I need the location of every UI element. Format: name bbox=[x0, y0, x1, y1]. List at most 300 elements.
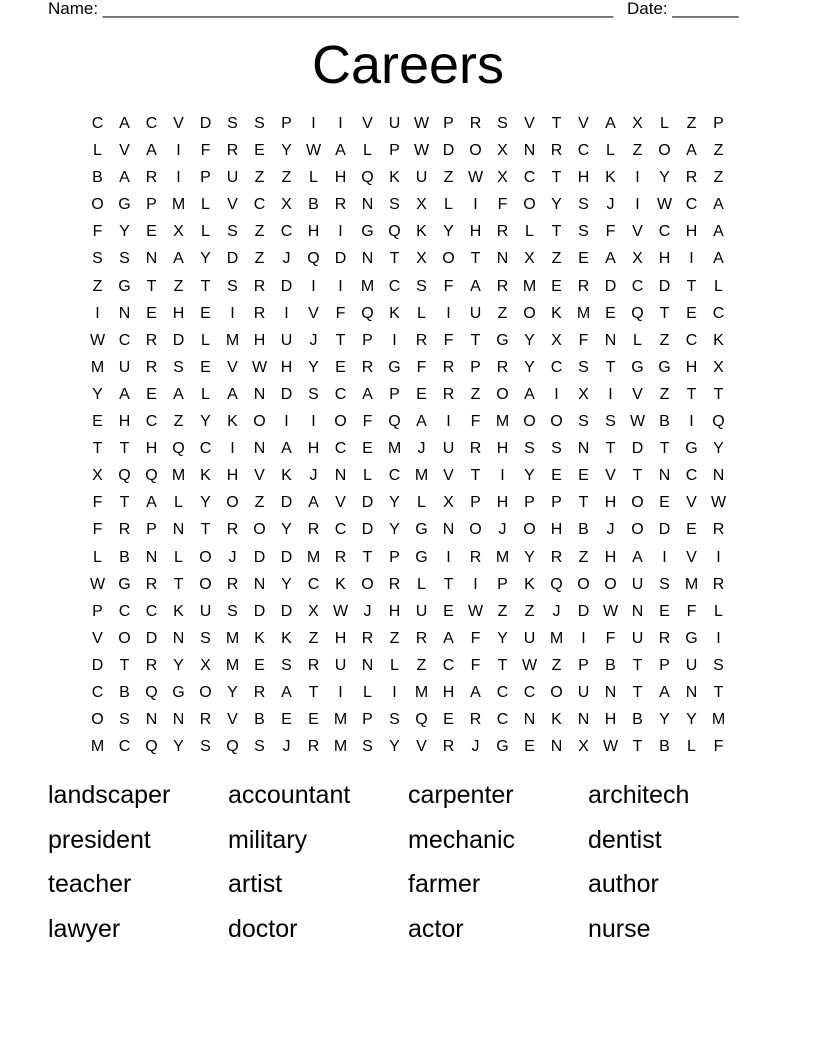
grid-letter: X bbox=[308, 602, 319, 620]
grid-letter: R bbox=[307, 738, 320, 756]
grid-letter: A bbox=[119, 385, 130, 403]
grid-letter: E bbox=[551, 467, 562, 485]
grid-letter: B bbox=[92, 169, 103, 187]
grid-letter: I bbox=[338, 223, 343, 241]
grid-letter: Y bbox=[173, 656, 184, 674]
grid-letter: I bbox=[230, 304, 235, 322]
grid-letter: K bbox=[551, 304, 562, 322]
grid-letter: V bbox=[362, 115, 373, 132]
grid-letter: Z bbox=[659, 331, 670, 349]
grid-letter: Y bbox=[524, 548, 535, 566]
grid-letter: I bbox=[176, 142, 181, 160]
grid-letter: M bbox=[414, 467, 429, 485]
grid-letter: O bbox=[550, 413, 563, 431]
grid-letter: M bbox=[333, 711, 348, 729]
grid-letter: V bbox=[605, 467, 616, 485]
grid-letter: S bbox=[416, 277, 427, 295]
grid-letter: I bbox=[311, 115, 316, 132]
grid-letter: E bbox=[146, 223, 157, 241]
grid-letter: G bbox=[658, 358, 671, 376]
grid-letter: X bbox=[200, 656, 211, 674]
grid-letter: A bbox=[227, 385, 238, 403]
grid-letter: F bbox=[578, 331, 589, 349]
grid-letter: G bbox=[685, 440, 698, 458]
grid-letter: Z bbox=[470, 385, 481, 403]
grid-letter: V bbox=[227, 358, 238, 376]
grid-letter: Q bbox=[172, 440, 185, 458]
grid-letter: D bbox=[280, 602, 293, 620]
grid-letter: A bbox=[281, 683, 292, 701]
grid-letter: F bbox=[605, 223, 616, 241]
grid-letter: N bbox=[523, 142, 536, 160]
grid-letter: E bbox=[416, 385, 427, 403]
grid-letter: K bbox=[227, 413, 238, 431]
grid-letter: Y bbox=[308, 358, 319, 376]
grid-letter: E bbox=[443, 711, 454, 729]
grid-letter: N bbox=[361, 250, 374, 268]
word-list-item: architech bbox=[588, 781, 690, 809]
grid-letter: N bbox=[523, 711, 536, 729]
grid-letter: P bbox=[443, 115, 454, 132]
grid-letter: Z bbox=[713, 169, 724, 187]
grid-letter: M bbox=[225, 629, 240, 647]
word-list-item: author bbox=[588, 870, 659, 898]
grid-letter: V bbox=[686, 548, 697, 566]
grid-letter: Q bbox=[145, 467, 158, 485]
grid-letter: H bbox=[469, 223, 482, 241]
grid-letter: B bbox=[254, 711, 265, 729]
grid-letter: T bbox=[443, 575, 454, 593]
grid-letter: C bbox=[685, 196, 698, 214]
grid-letter: D bbox=[658, 277, 671, 295]
grid-letter: M bbox=[387, 440, 402, 458]
grid-letter: R bbox=[712, 575, 725, 593]
grid-letter: S bbox=[578, 413, 589, 431]
grid-letter: M bbox=[171, 196, 186, 214]
grid-letter: Y bbox=[200, 494, 211, 512]
grid-letter: Q bbox=[388, 223, 401, 241]
word-list-item: carpenter bbox=[408, 781, 514, 809]
grid-letter: F bbox=[92, 494, 103, 512]
grid-letter: H bbox=[280, 358, 293, 376]
grid-letter: K bbox=[200, 467, 211, 485]
grid-letter: V bbox=[227, 196, 238, 214]
grid-letter: Y bbox=[389, 738, 400, 756]
grid-letter: L bbox=[525, 223, 534, 241]
grid-letter: F bbox=[470, 413, 481, 431]
grid-letter: H bbox=[685, 223, 698, 241]
grid-letter: H bbox=[442, 683, 455, 701]
grid-letter: H bbox=[496, 440, 509, 458]
grid-letter: I bbox=[662, 548, 667, 566]
grid-letter: O bbox=[442, 250, 455, 268]
grid-letter: X bbox=[551, 331, 562, 349]
grid-letter: N bbox=[631, 602, 644, 620]
grid-letter: R bbox=[253, 277, 266, 295]
grid-letter: I bbox=[95, 304, 100, 322]
grid-letter: S bbox=[200, 629, 211, 647]
grid-letter: D bbox=[280, 494, 293, 512]
grid-letter: Q bbox=[145, 683, 158, 701]
grid-letter: E bbox=[146, 304, 157, 322]
grid-letter: B bbox=[659, 413, 670, 431]
grid-letter: E bbox=[200, 358, 211, 376]
grid-letter: T bbox=[632, 656, 643, 674]
grid-letter: H bbox=[145, 440, 158, 458]
grid-letter: R bbox=[658, 629, 671, 647]
grid-letter: A bbox=[713, 223, 724, 241]
word-list-item: actor bbox=[408, 914, 464, 943]
grid-letter: P bbox=[92, 602, 103, 620]
grid-letter: R bbox=[442, 385, 455, 403]
grid-letter: C bbox=[577, 142, 590, 160]
grid-letter: I bbox=[581, 629, 586, 647]
grid-letter: E bbox=[308, 711, 319, 729]
grid-letter: R bbox=[226, 142, 239, 160]
grid-letter: S bbox=[254, 738, 265, 756]
grid-letter: P bbox=[281, 115, 292, 132]
grid-letter: C bbox=[334, 385, 347, 403]
grid-letter: F bbox=[92, 521, 103, 539]
grid-letter: C bbox=[388, 467, 401, 485]
grid-letter: R bbox=[226, 575, 239, 593]
grid-letter: Z bbox=[173, 277, 184, 295]
grid-letter: Z bbox=[713, 142, 724, 160]
grid-letter: G bbox=[685, 629, 698, 647]
grid-letter: Z bbox=[578, 548, 589, 566]
grid-letter: Z bbox=[389, 629, 400, 647]
grid-letter: X bbox=[497, 169, 508, 187]
grid-letter: P bbox=[200, 169, 211, 187]
grid-letter: F bbox=[470, 629, 481, 647]
grid-letter: P bbox=[713, 115, 724, 132]
grid-letter: G bbox=[496, 738, 509, 756]
grid-letter: W bbox=[413, 142, 430, 160]
grid-letter: K bbox=[335, 575, 346, 593]
grid-letter: H bbox=[172, 304, 185, 322]
grid-letter: S bbox=[497, 115, 508, 132]
grid-letter: F bbox=[470, 656, 481, 674]
grid-letter: W bbox=[602, 738, 619, 756]
grid-letter: C bbox=[523, 683, 536, 701]
grid-letter: L bbox=[201, 223, 210, 241]
grid-letter: Z bbox=[659, 385, 670, 403]
grid-letter: Q bbox=[118, 467, 131, 485]
grid-letter: D bbox=[280, 385, 293, 403]
grid-letter: A bbox=[470, 683, 481, 701]
grid-letter: T bbox=[686, 277, 697, 295]
grid-letter: R bbox=[496, 223, 509, 241]
grid-letter: P bbox=[659, 656, 670, 674]
grid-letter: U bbox=[523, 629, 536, 647]
grid-letter: Q bbox=[307, 250, 320, 268]
word-list-item: military bbox=[228, 825, 308, 854]
grid-letter: S bbox=[524, 440, 535, 458]
grid-letter: T bbox=[470, 467, 481, 485]
grid-letter: F bbox=[605, 629, 616, 647]
grid-letter: N bbox=[658, 467, 671, 485]
grid-letter: A bbox=[524, 385, 535, 403]
grid-letter: U bbox=[631, 629, 644, 647]
grid-letter: U bbox=[577, 683, 590, 701]
grid-letter: H bbox=[253, 331, 266, 349]
grid-letter: Y bbox=[497, 629, 508, 647]
grid-letter: D bbox=[226, 250, 239, 268]
word-list-item: teacher bbox=[48, 870, 132, 898]
grid-letter: P bbox=[362, 331, 373, 349]
grid-letter: K bbox=[281, 467, 292, 485]
grid-letter: F bbox=[416, 358, 427, 376]
grid-letter: H bbox=[658, 250, 671, 268]
grid-letter: G bbox=[631, 358, 644, 376]
grid-letter: C bbox=[118, 738, 131, 756]
grid-letter: N bbox=[442, 521, 455, 539]
grid-letter: T bbox=[200, 521, 211, 539]
grid-letter: M bbox=[225, 656, 240, 674]
grid-letter: N bbox=[172, 711, 185, 729]
grid-letter: G bbox=[388, 358, 401, 376]
grid-letter: J bbox=[606, 521, 615, 539]
grid-letter: M bbox=[90, 358, 105, 376]
grid-letter: A bbox=[119, 115, 130, 132]
grid-letter: S bbox=[173, 358, 184, 376]
grid-letter: C bbox=[442, 656, 455, 674]
grid-letter: W bbox=[602, 602, 619, 620]
grid-letter: A bbox=[632, 548, 643, 566]
grid-letter: B bbox=[605, 656, 616, 674]
grid-letter: C bbox=[658, 223, 671, 241]
grid-letter: R bbox=[226, 521, 239, 539]
grid-letter: S bbox=[281, 656, 292, 674]
grid-letter: I bbox=[635, 196, 640, 214]
grid-letter: X bbox=[632, 115, 643, 132]
grid-letter: T bbox=[578, 494, 589, 512]
grid-letter: R bbox=[334, 548, 347, 566]
grid-letter: R bbox=[118, 521, 131, 539]
grid-letter: R bbox=[388, 575, 401, 593]
grid-letter: P bbox=[578, 656, 589, 674]
grid-letter: A bbox=[605, 250, 616, 268]
grid-letter: Y bbox=[200, 250, 211, 268]
grid-letter: M bbox=[495, 413, 510, 431]
grid-letter: W bbox=[656, 196, 673, 214]
grid-letter: H bbox=[604, 494, 617, 512]
grid-letter: X bbox=[416, 196, 427, 214]
grid-letter: T bbox=[713, 385, 724, 403]
grid-letter: F bbox=[713, 738, 724, 756]
grid-letter: P bbox=[551, 494, 562, 512]
grid-letter: L bbox=[444, 196, 453, 214]
grid-letter: Z bbox=[308, 629, 319, 647]
grid-letter: D bbox=[361, 494, 374, 512]
grid-letter: M bbox=[549, 629, 564, 647]
grid-letter: X bbox=[713, 358, 724, 376]
grid-letter: T bbox=[119, 440, 130, 458]
grid-letter: E bbox=[281, 711, 292, 729]
grid-letter: C bbox=[334, 521, 347, 539]
grid-letter: N bbox=[685, 683, 698, 701]
grid-letter: G bbox=[415, 521, 428, 539]
grid-letter: R bbox=[145, 575, 158, 593]
grid-letter: G bbox=[172, 683, 185, 701]
grid-letter: O bbox=[523, 304, 536, 322]
grid-letter: I bbox=[311, 277, 316, 295]
grid-letter: S bbox=[389, 711, 400, 729]
grid-letter: S bbox=[119, 711, 130, 729]
grid-letter: Q bbox=[415, 711, 428, 729]
grid-letter: U bbox=[415, 602, 428, 620]
grid-letter: R bbox=[199, 711, 212, 729]
grid-letter: V bbox=[578, 115, 589, 132]
grid-letter: Z bbox=[173, 413, 184, 431]
grid-letter: M bbox=[225, 331, 240, 349]
grid-letter: V bbox=[632, 385, 643, 403]
grid-letter: S bbox=[227, 223, 238, 241]
grid-letter: X bbox=[173, 223, 184, 241]
grid-letter: E bbox=[578, 250, 589, 268]
grid-letter: T bbox=[119, 494, 130, 512]
grid-letter: V bbox=[686, 494, 697, 512]
grid-letter: S bbox=[389, 196, 400, 214]
grid-letter: L bbox=[363, 142, 372, 160]
grid-letter: R bbox=[685, 169, 698, 187]
grid-letter: C bbox=[307, 575, 320, 593]
grid-letter: L bbox=[309, 169, 318, 187]
grid-letter: C bbox=[496, 711, 509, 729]
grid-letter: D bbox=[145, 629, 158, 647]
grid-letter: R bbox=[253, 683, 266, 701]
grid-letter: F bbox=[92, 223, 103, 241]
grid-letter: G bbox=[361, 223, 374, 241]
word-list-item: mechanic bbox=[408, 825, 515, 854]
grid-letter: V bbox=[119, 142, 130, 160]
grid-letter: U bbox=[388, 115, 401, 132]
grid-letter: F bbox=[686, 602, 697, 620]
word-list-item: farmer bbox=[408, 870, 481, 898]
grid-letter: N bbox=[172, 629, 185, 647]
grid-letter: P bbox=[470, 494, 481, 512]
grid-letter: R bbox=[496, 358, 509, 376]
grid-letter: N bbox=[361, 656, 374, 674]
grid-letter: N bbox=[550, 738, 563, 756]
grid-letter: W bbox=[521, 656, 538, 674]
grid-letter: T bbox=[686, 385, 697, 403]
grid-letter: E bbox=[200, 304, 211, 322]
grid-letter: S bbox=[578, 358, 589, 376]
grid-letter: C bbox=[712, 304, 725, 322]
grid-letter: T bbox=[470, 250, 481, 268]
grid-letter: A bbox=[659, 683, 670, 701]
grid-letter: S bbox=[92, 250, 103, 268]
grid-letter: C bbox=[523, 169, 536, 187]
grid-letter: L bbox=[417, 575, 426, 593]
grid-letter: T bbox=[389, 250, 400, 268]
grid-letter: U bbox=[280, 331, 293, 349]
grid-letter: D bbox=[280, 548, 293, 566]
grid-letter: Q bbox=[631, 304, 644, 322]
grid-letter: Z bbox=[551, 250, 562, 268]
grid-letter: X bbox=[443, 494, 454, 512]
word-list-item: president bbox=[48, 825, 151, 854]
grid-letter: C bbox=[334, 440, 347, 458]
grid-letter: K bbox=[281, 629, 292, 647]
grid-letter: W bbox=[89, 331, 106, 349]
grid-letter: O bbox=[469, 142, 482, 160]
grid-letter: U bbox=[631, 575, 644, 593]
grid-letter: J bbox=[417, 440, 426, 458]
grid-letter: H bbox=[334, 629, 347, 647]
grid-letter: A bbox=[686, 142, 697, 160]
grid-letter: X bbox=[416, 250, 427, 268]
grid-letter: T bbox=[470, 331, 481, 349]
grid-letter: L bbox=[201, 196, 210, 214]
grid-letter: Y bbox=[524, 331, 535, 349]
grid-letter: S bbox=[605, 413, 616, 431]
grid-letter: J bbox=[363, 602, 372, 620]
word-list-item: nurse bbox=[588, 914, 651, 943]
grid-letter: D bbox=[577, 602, 590, 620]
grid-letter: A bbox=[713, 196, 724, 214]
grid-letter: I bbox=[338, 277, 343, 295]
word-list-item: artist bbox=[228, 870, 283, 898]
grid-letter: W bbox=[710, 494, 727, 512]
grid-letter: S bbox=[254, 115, 265, 132]
grid-letter: M bbox=[522, 277, 537, 295]
grid-letter: O bbox=[469, 521, 482, 539]
grid-letter: I bbox=[689, 413, 694, 431]
grid-letter: D bbox=[253, 602, 266, 620]
grid-letter: M bbox=[414, 683, 429, 701]
grid-letter: E bbox=[686, 521, 697, 539]
grid-letter: Q bbox=[145, 738, 158, 756]
grid-letter: Z bbox=[254, 223, 265, 241]
grid-letter: O bbox=[361, 575, 374, 593]
grid-letter: Y bbox=[119, 223, 130, 241]
grid-letter: M bbox=[684, 575, 699, 593]
grid-letter: X bbox=[524, 250, 535, 268]
grid-letter: O bbox=[199, 548, 212, 566]
grid-letter: J bbox=[471, 738, 480, 756]
grid-letter: I bbox=[284, 413, 289, 431]
grid-letter: C bbox=[253, 196, 266, 214]
grid-letter: I bbox=[716, 629, 721, 647]
grid-letter: B bbox=[578, 521, 589, 539]
grid-letter: R bbox=[577, 277, 590, 295]
grid-letter: J bbox=[282, 250, 291, 268]
grid-letter: A bbox=[146, 494, 157, 512]
grid-letter: S bbox=[227, 277, 238, 295]
grid-letter: F bbox=[200, 142, 211, 160]
grid-letter: J bbox=[228, 548, 237, 566]
grid-letter: N bbox=[145, 711, 158, 729]
grid-letter: J bbox=[282, 738, 291, 756]
grid-letter: W bbox=[629, 413, 646, 431]
grid-letter: A bbox=[335, 142, 346, 160]
grid-letter: L bbox=[633, 331, 642, 349]
word-search-grid bbox=[84, 114, 732, 764]
grid-letter: K bbox=[713, 331, 724, 349]
word-list-item: landscaper bbox=[48, 781, 171, 809]
grid-letter: I bbox=[392, 331, 397, 349]
grid-letter: C bbox=[199, 440, 212, 458]
grid-letter: A bbox=[119, 169, 130, 187]
grid-letter: C bbox=[145, 413, 158, 431]
grid-letter: N bbox=[361, 196, 374, 214]
grid-letter: N bbox=[253, 385, 266, 403]
grid-letter: J bbox=[552, 602, 561, 620]
grid-letter: E bbox=[335, 358, 346, 376]
grid-letter: J bbox=[309, 331, 318, 349]
